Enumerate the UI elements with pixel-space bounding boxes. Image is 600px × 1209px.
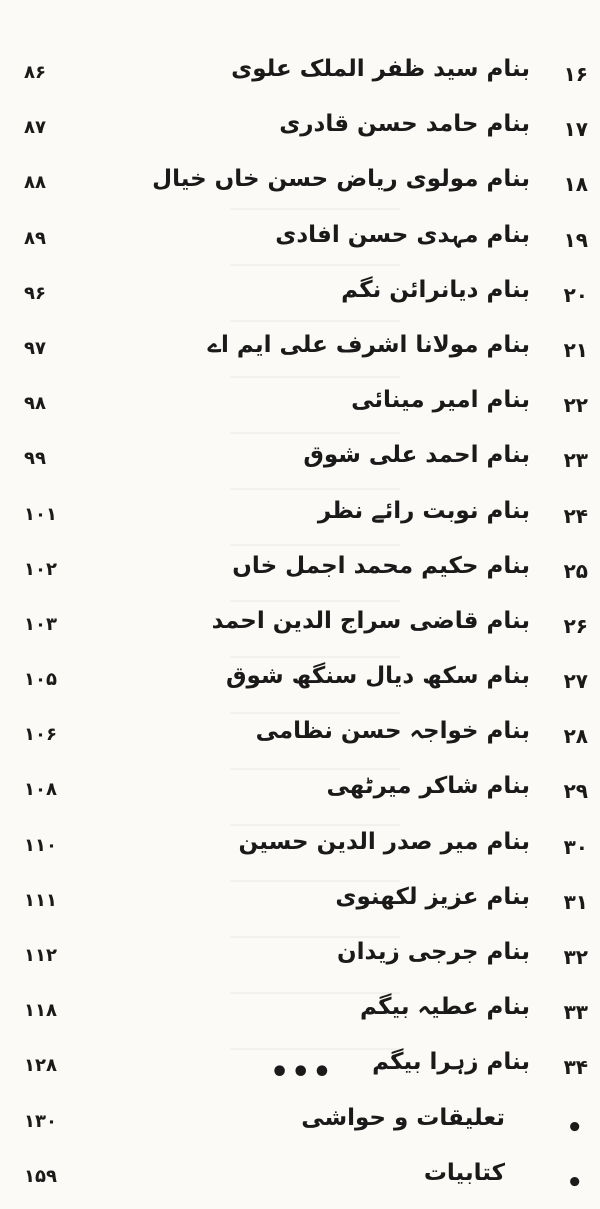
- entry-title: بنام قاضی سراج الدین احمد: [211, 607, 530, 634]
- toc-row: [0, 767, 600, 822]
- entry-title: بنام عزیز لکھنوی: [335, 883, 530, 910]
- entry-title: بنام شاکر میرٹھی: [326, 773, 530, 800]
- entry-number: ۲۵: [563, 558, 588, 583]
- toc-row: [0, 712, 600, 767]
- page-number: ۹۶: [24, 282, 46, 304]
- bullet-marker: •: [566, 1112, 583, 1143]
- page-number: ۱۰۲: [24, 558, 57, 580]
- page-number: ۸۹: [24, 227, 46, 249]
- toc-row: [0, 988, 600, 1043]
- entry-number: ۲۳: [563, 448, 588, 473]
- toc-row: [0, 1154, 600, 1209]
- entry-number: ۲۷: [563, 669, 588, 694]
- toc-row: [0, 602, 600, 657]
- entry-title: بنام حامد حسن قادری: [279, 111, 530, 138]
- entry-number: ۲۴: [563, 503, 588, 528]
- entry-title: بنام مہدی حسن افادی: [275, 221, 530, 248]
- table-of-contents: [0, 50, 600, 1209]
- toc-row: [0, 160, 600, 215]
- page-number: ۱۱۰: [24, 834, 57, 856]
- page-number: ۸۶: [24, 62, 46, 83]
- toc-row: [0, 933, 600, 988]
- entry-number: ۳۳: [563, 1000, 588, 1025]
- page-number: ۸۷: [24, 117, 46, 139]
- toc-row: [0, 492, 600, 547]
- page-number: ۱۵۹: [24, 1165, 57, 1187]
- bullet-marker: •: [566, 1167, 583, 1198]
- page-number: ۱۳۰: [24, 1110, 57, 1132]
- entry-title: کتابیات: [423, 1159, 505, 1186]
- entry-number: ۳۱: [563, 889, 588, 914]
- entry-number: ۲۹: [563, 779, 588, 804]
- entry-title: بنام مولانا اشرف علی ایم اے: [207, 331, 530, 358]
- toc-row: [0, 547, 600, 602]
- entry-number: ۲۲: [563, 393, 588, 418]
- page-number: ۹۸: [24, 393, 46, 415]
- page-number: ۱۱۲: [24, 945, 57, 966]
- page-number: ۱۰۸: [24, 779, 57, 801]
- entry-title: بنام دیانرائن نگم: [341, 276, 530, 303]
- end-ornament: •••: [270, 1055, 334, 1090]
- entry-title: بنام مولوی ریاض حسن خاں خیال: [152, 166, 530, 193]
- entry-number: ۳۲: [563, 945, 588, 969]
- page-number: ۹۷: [24, 337, 46, 359]
- toc-row: [0, 216, 600, 271]
- toc-row: [0, 381, 600, 436]
- toc-row: [0, 878, 600, 933]
- entry-title: بنام امیر مینائی: [351, 387, 530, 414]
- entry-title: بنام نوبت رائے نظر: [317, 497, 530, 524]
- entry-title: بنام احمد علی شوق: [303, 442, 530, 469]
- entry-title: بنام جرجی زیدان: [337, 939, 530, 965]
- entry-number: ۱۹: [563, 227, 588, 252]
- page-number: ۱۱۸: [24, 1000, 57, 1022]
- entry-title: بنام سید ظفر الملک علوی: [231, 56, 530, 82]
- entry-number: ۳۴: [563, 1055, 588, 1080]
- entry-title: بنام عطیہ بیگم: [360, 994, 530, 1021]
- entry-number: ۲۸: [563, 724, 588, 749]
- entry-title: بنام زہرا بیگم: [372, 1049, 530, 1076]
- page-number: ۱۱۱: [24, 889, 57, 911]
- page-number: ۸۸: [24, 172, 46, 194]
- page-number: ۱۰۱: [24, 503, 57, 525]
- entry-number: ۱۶: [563, 62, 588, 86]
- toc-row: [0, 50, 600, 105]
- toc-row: [0, 271, 600, 326]
- toc-row: [0, 823, 600, 878]
- page-number: ۹۹: [24, 448, 46, 470]
- entry-number: ۳۰: [563, 834, 588, 859]
- page-number: ۱۲۸: [24, 1055, 57, 1077]
- toc-row: [0, 326, 600, 381]
- entry-number: ۱۷: [563, 117, 588, 142]
- page-number: ۱۰۳: [24, 613, 57, 635]
- entry-title: بنام خواجہ حسن نظامی: [255, 718, 530, 745]
- entry-number: ۱۸: [563, 172, 588, 197]
- entry-number: ۲۰: [563, 282, 588, 307]
- toc-row: [0, 657, 600, 712]
- entry-number: ۲۱: [563, 337, 588, 362]
- page-number: ۱۰۵: [24, 669, 57, 691]
- entry-number: ۲۶: [563, 613, 588, 638]
- entry-title: بنام حکیم محمد اجمل خاں: [232, 552, 530, 579]
- page-number: ۱۰۶: [24, 724, 57, 746]
- entry-title: بنام میر صدر الدین حسین: [238, 828, 530, 855]
- toc-row: [0, 436, 600, 491]
- toc-row: [0, 1099, 600, 1154]
- toc-row: [0, 105, 600, 160]
- entry-title: بنام سکھ دیال سنگھ شوق: [225, 663, 530, 690]
- entry-title: تعلیقات و حواشی: [301, 1104, 505, 1131]
